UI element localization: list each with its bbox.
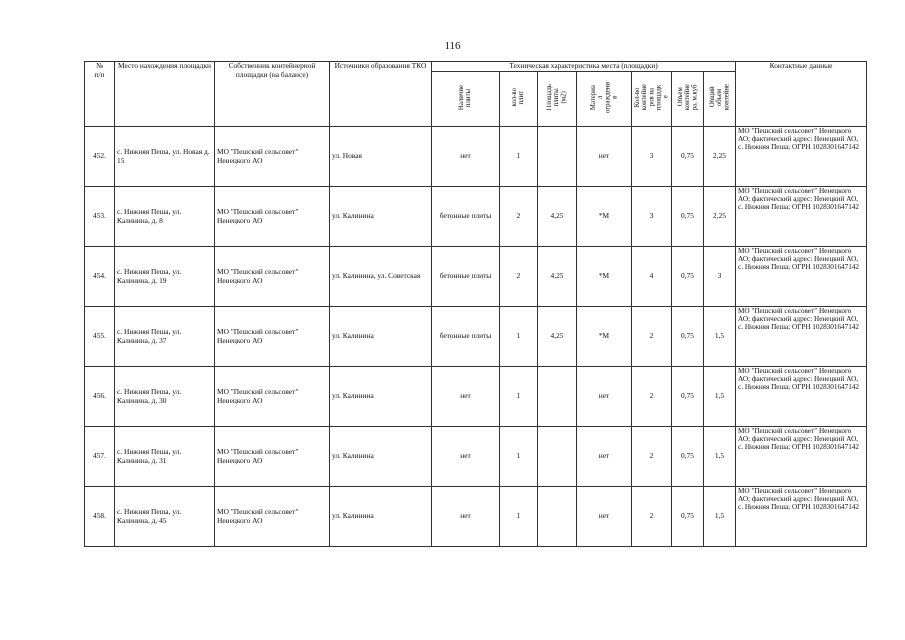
cell-slab: нет [432, 127, 500, 187]
cell-total: 2,25 [704, 187, 736, 247]
cell-fence: *М [577, 247, 632, 307]
cell-area: 4,25 [538, 187, 577, 247]
header-contacts: Контактные данные [736, 62, 867, 127]
cell-sources: ул. Калинина [330, 367, 432, 427]
header-tech: Техническая характеристика места (площадки) [432, 62, 736, 72]
header-sources: Источники образования ТКО [330, 62, 432, 127]
cell-fence: нет [577, 127, 632, 187]
cell-total: 2,25 [704, 127, 736, 187]
cell-slab-count: 1 [500, 367, 538, 427]
cell-owner: МО "Пешский сельсовет" Ненецкого АО [215, 427, 330, 487]
cell-location: с. Нижняя Пеша, ул. Калинина, д. 37 [115, 307, 215, 367]
cell-containers: 2 [632, 487, 672, 547]
cell-owner: МО "Пешский сельсовет" Ненецкого АО [215, 127, 330, 187]
cell-sources: ул. Калинина [330, 307, 432, 367]
registry-table [84, 61, 867, 547]
cell-fence: *М [577, 187, 632, 247]
cell-num: 455. [85, 307, 115, 367]
cell-slab: бетонные плиты [432, 187, 500, 247]
cell-area [538, 487, 577, 547]
cell-slab-count: 1 [500, 427, 538, 487]
cell-containers: 2 [632, 367, 672, 427]
cell-volume: 0,75 [672, 487, 704, 547]
table-row [85, 127, 867, 187]
cell-num: 456. [85, 367, 115, 427]
cell-slab: нет [432, 427, 500, 487]
header-volume: Объем контейне ра, м.куб [672, 72, 704, 127]
cell-slab-count: 2 [500, 187, 538, 247]
cell-containers: 3 [632, 127, 672, 187]
cell-fence: нет [577, 367, 632, 427]
cell-total: 1,5 [704, 367, 736, 427]
cell-containers: 4 [632, 247, 672, 307]
cell-owner: МО "Пешский сельсовет" Ненецкого АО [215, 187, 330, 247]
cell-sources: ул. Калинина, ул. Советская [330, 247, 432, 307]
table-row [85, 487, 867, 547]
cell-volume: 0,75 [672, 307, 704, 367]
cell-sources: ул. Калинина [330, 487, 432, 547]
cell-owner: МО "Пешский сельсовет" Ненецкого АО [215, 367, 330, 427]
table-row [85, 247, 867, 307]
cell-containers: 2 [632, 427, 672, 487]
cell-fence: *М [577, 307, 632, 367]
cell-sources: ул. Калинина [330, 187, 432, 247]
cell-contacts: МО "Пешский сельсовет" Ненецкого АО; фактический адрес: Ненецкий АО, с. Нижняя Пеша; ОГРН 1028301647142 [736, 127, 867, 187]
cell-owner: МО "Пешский сельсовет" Ненецкого АО [215, 247, 330, 307]
cell-total: 1,5 [704, 487, 736, 547]
cell-area: 4,25 [538, 247, 577, 307]
cell-contacts: МО "Пешский сельсовет" Ненецкого АО; фактический адрес: Ненецкий АО, с. Нижняя Пеша; ОГРН 1028301647142 [736, 247, 867, 307]
cell-num: 453. [85, 187, 115, 247]
cell-volume: 0,75 [672, 127, 704, 187]
cell-total: 1,5 [704, 427, 736, 487]
cell-slab: бетонные плиты [432, 307, 500, 367]
header-slab: Наличие плиты [432, 72, 500, 127]
header-slab-count: кол-во плит [500, 72, 538, 127]
cell-num: 458. [85, 487, 115, 547]
cell-sources: ул. Калинина [330, 427, 432, 487]
cell-slab: нет [432, 487, 500, 547]
cell-total: 3 [704, 247, 736, 307]
cell-fence: нет [577, 427, 632, 487]
cell-contacts: МО "Пешский сельсовет" Ненецкого АО; фактический адрес: Ненецкий АО, с. Нижняя Пеша; ОГРН 1028301647142 [736, 187, 867, 247]
cell-contacts: МО "Пешский сельсовет" Ненецкого АО; фактический адрес: Ненецкий АО, с. Нижняя Пеша; ОГРН 1028301647142 [736, 427, 867, 487]
cell-area [538, 127, 577, 187]
cell-location: с. Нижняя Пеша, ул. Калинина, д. 31 [115, 427, 215, 487]
cell-slab-count: 1 [500, 127, 538, 187]
cell-owner: МО "Пешский сельсовет" Ненецкого АО [215, 307, 330, 367]
cell-volume: 0,75 [672, 247, 704, 307]
cell-contacts: МО "Пешский сельсовет" Ненецкого АО; фактический адрес: Ненецкий АО, с. Нижняя Пеша; ОГРН 1028301647142 [736, 367, 867, 427]
cell-num: 452. [85, 127, 115, 187]
header-num: № п/п [85, 62, 115, 127]
table-row [85, 427, 867, 487]
table-row [85, 307, 867, 367]
cell-location: с. Нижняя Пеша, ул. Калинина, д. 8 [115, 187, 215, 247]
cell-total: 1,5 [704, 307, 736, 367]
cell-area [538, 367, 577, 427]
cell-owner: МО "Пешский сельсовет" Ненецкого АО [215, 487, 330, 547]
cell-slab: бетонные плиты [432, 247, 500, 307]
cell-containers: 2 [632, 307, 672, 367]
cell-sources: ул. Новая [330, 127, 432, 187]
cell-num: 457. [85, 427, 115, 487]
header-owner: Собственник контейнерной площадки (на балансе) [215, 62, 330, 127]
cell-volume: 0,75 [672, 367, 704, 427]
cell-volume: 0,75 [672, 427, 704, 487]
header-area: Площадь плиты (м2) [538, 72, 577, 127]
cell-location: с. Нижняя Пеша, ул. Новая д. 15 [115, 127, 215, 187]
header-fence: Материа л ограждени я [577, 72, 632, 127]
cell-contacts: МО "Пешский сельсовет" Ненецкого АО; фактический адрес: Ненецкий АО, с. Нижняя Пеша; ОГРН 1028301647142 [736, 487, 867, 547]
cell-slab-count: 2 [500, 247, 538, 307]
cell-containers: 3 [632, 187, 672, 247]
cell-location: с. Нижняя Пеша, ул. Калинина, д. 19 [115, 247, 215, 307]
header-total: Общий объем контейне [704, 72, 736, 127]
cell-num: 454. [85, 247, 115, 307]
table-row [85, 187, 867, 247]
header-containers: Кол-во контейне ров на площадк е [632, 72, 672, 127]
cell-slab-count: 1 [500, 487, 538, 547]
cell-location: с. Нижняя Пеша, ул. Калинина, д. 45 [115, 487, 215, 547]
page-number: 116 [444, 40, 461, 52]
cell-fence: нет [577, 487, 632, 547]
cell-slab-count: 1 [500, 307, 538, 367]
header-location: Место нахождения площадки [115, 62, 215, 127]
table-row [85, 367, 867, 427]
cell-volume: 0,75 [672, 187, 704, 247]
cell-contacts: МО "Пешский сельсовет" Ненецкого АО; фактический адрес: Ненецкий АО, с. Нижняя Пеша; ОГРН 1028301647142 [736, 307, 867, 367]
cell-area [538, 427, 577, 487]
cell-area: 4,25 [538, 307, 577, 367]
cell-slab: нет [432, 367, 500, 427]
cell-location: с. Нижняя Пеша, ул. Калинина, д. 30 [115, 367, 215, 427]
